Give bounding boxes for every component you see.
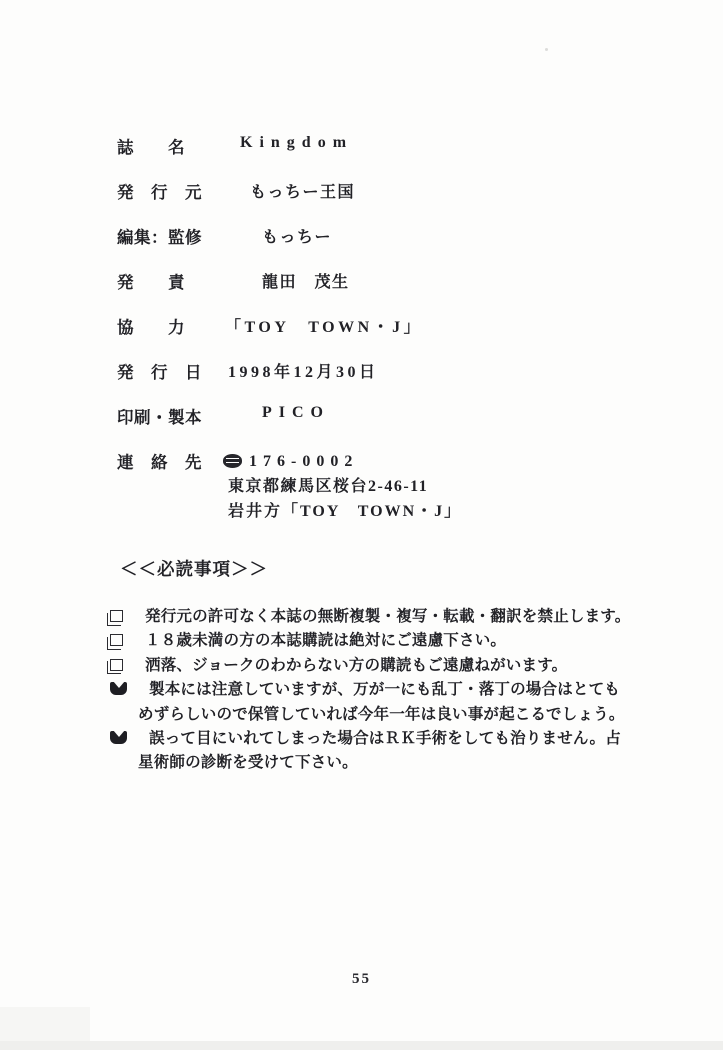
info-row-contact [117, 449, 462, 524]
info-row-printing [117, 404, 462, 449]
postal-code-line [223, 449, 462, 474]
info-row-cooperation [117, 314, 462, 359]
open-square-bullet-icon [110, 610, 123, 622]
info-value: Kingdom [240, 134, 354, 151]
notice-item [110, 678, 634, 727]
info-row-publish-date [117, 359, 462, 404]
notice-item-text: １８歳未満の方の本誌購読は絶対にご遠慮下さい。 [145, 632, 507, 650]
notice-item-text: 発行元の許可なく本誌の無断複製・複写・転載・翻訳を禁止します。 [145, 608, 631, 625]
page-number: 55 [352, 971, 371, 987]
info-label: 誌 名 [117, 138, 185, 157]
info-row-publisher [117, 179, 462, 224]
info-label: 連 絡 先 [117, 453, 202, 472]
info-label: 編集：監修 [117, 228, 202, 247]
scan-artifact-dot [545, 48, 548, 51]
notice-item [110, 629, 634, 653]
info-label: 発 責 [117, 273, 185, 292]
open-square-bullet-icon [110, 659, 123, 671]
open-square-bullet-icon [110, 634, 123, 646]
postal-code: 176-0002 [249, 453, 359, 470]
notice-heading: ＜＜必読事項＞＞ [120, 559, 268, 579]
info-value: 1998年12月30日 [228, 364, 379, 381]
notice-item-text: 洒落、ジョークのわからない方の購読もご遠慮ねがいます。 [145, 656, 568, 674]
notice-section [110, 556, 634, 776]
info-value: PICO [262, 404, 330, 421]
info-row-responsible [117, 269, 462, 314]
scan-edge-shading [0, 1007, 90, 1041]
info-label: 発 行 日 [117, 363, 202, 382]
colophon-info-table [117, 134, 462, 524]
info-label: 発 行 元 [117, 183, 202, 202]
info-value: 「TOY TOWN・J」 [225, 319, 424, 336]
notice-item [110, 605, 634, 629]
notice-item [110, 727, 634, 776]
notice-item [110, 654, 634, 678]
scan-edge-bottom [0, 1041, 723, 1050]
address-line: 東京都練馬区桜台2-46-11 [228, 478, 429, 495]
notice-item-text: 製本には注意していますが、万が一にも乱丁・落丁の場合はとてもめずらしいので保管していれば今年一年は良い事が起こるでしょう。 [138, 681, 625, 723]
info-row-title [117, 134, 462, 179]
info-value: 龍田 茂生 [262, 274, 350, 291]
address-care-of-line: 岩井方「TOY TOWN・J」 [228, 503, 463, 520]
filled-box-bullet-icon [110, 731, 127, 744]
postal-mark-icon [223, 454, 242, 468]
info-value: もっちー王国 [250, 184, 356, 201]
info-label: 印刷・製本 [117, 408, 202, 427]
info-row-editor [117, 224, 462, 269]
info-value: もっちー [262, 229, 333, 246]
info-label: 協 力 [117, 318, 185, 337]
filled-box-bullet-icon [110, 682, 127, 695]
notice-item-text: 誤って目にいれてしまった場合はＲＫ手術をしても治りません。占星術師の診断を受けて下さい。 [138, 730, 621, 772]
contact-address-block [223, 449, 462, 524]
